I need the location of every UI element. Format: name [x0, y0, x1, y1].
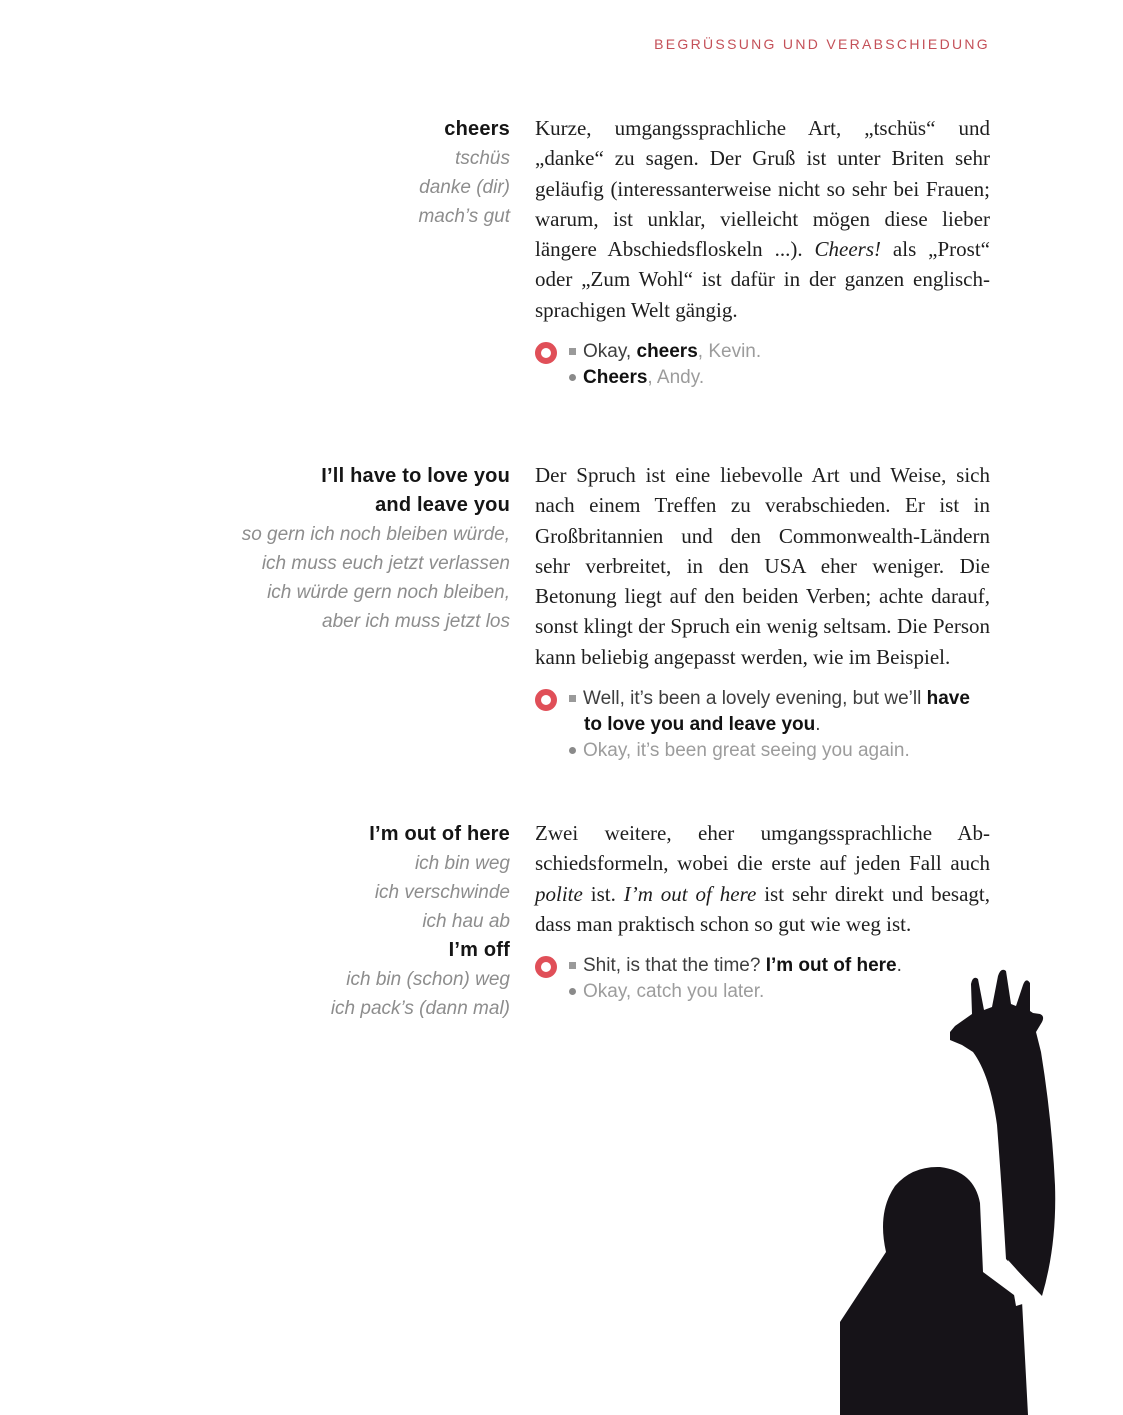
square-bullet-icon — [569, 962, 576, 969]
dialogue-line — [569, 339, 975, 365]
explanation-column — [535, 460, 990, 764]
german-translation: ich würde gern noch bleiben, — [267, 582, 510, 603]
dot-bullet-icon — [569, 374, 576, 381]
body-text: als „Prost“ oder „Zum Wohl“ ist dafür in der ganzen englischsprachigen Welt gängig. — [535, 237, 990, 322]
dialogue-segment: Okay, — [583, 341, 637, 363]
explanation-paragraph — [535, 113, 990, 325]
body-text: ist. — [582, 881, 624, 906]
dialogue-ring-icon — [535, 342, 557, 364]
body-text: Zwei weitere, eher umgangssprachliche Abschiedsformeln, wobei die erste auf jeden Fall auch — [535, 821, 990, 876]
dialogue-segment: Cheers — [583, 367, 648, 389]
dot-bullet-icon — [569, 988, 576, 995]
english-phrase: cheers — [444, 118, 510, 140]
silhouette-body — [840, 1167, 1028, 1415]
body-text: Der Spruch ist eine liebevolle Art und Weise, sich nach einem Treffen zu verabschieden. Er ist in Großbritannien und den Commonwealth-Ländern sehr verbreitet, in den USA eher weniger. Die Betonung liegt auf den beiden Verben; achte darauf, sonst klingt der Spruch ein wenig seltsam. Die Person kann beliebig angepasst werden, wie im Beispiel. — [535, 463, 990, 669]
phrase-column — [180, 113, 510, 391]
dialogue-segment: have to love you and leave you — [584, 688, 970, 736]
dialogue-segment: Okay, catch you later. — [583, 981, 765, 1003]
italic-term: Cheers! — [814, 237, 882, 262]
dialogue-segment: , Andy. — [647, 367, 705, 389]
dialogue-ring-icon — [535, 689, 557, 711]
german-translation: ich verschwinde — [374, 882, 510, 903]
explanation-column — [535, 113, 990, 391]
dialogue-line — [569, 738, 975, 764]
german-translation: ich hau ab — [422, 911, 510, 932]
dialogue-lines — [569, 339, 975, 391]
dialogue-line — [569, 686, 975, 738]
example-dialogue — [535, 686, 990, 764]
german-translation: danke (dir) — [419, 177, 510, 198]
square-bullet-icon — [569, 695, 576, 702]
square-bullet-icon — [569, 348, 576, 355]
dialogue-segment: . — [815, 714, 821, 736]
dialogue-line — [569, 365, 975, 391]
german-translation: ich bin (schon) weg — [346, 969, 510, 990]
body-text: Kurze, umgangssprachliche Art, „tschüs“ und „danke“ zu sagen. Der Gruß ist unter Briten sehr geläufig (interessanterweise nicht so sehr bei Frauen; warum, ist unklar, vielleicht mögen diese lieber längere Abschiedsfloskeln ...). — [535, 116, 990, 262]
english-phrase: I’m off — [448, 939, 510, 961]
english-phrase: I’ll have to love you — [321, 465, 510, 487]
german-translation: aber ich muss jetzt los — [322, 611, 510, 632]
running-head: BEGRÜSSUNG UND VERABSCHIEDUNG — [654, 36, 990, 52]
german-translation: so gern ich noch bleiben würde, — [241, 524, 510, 545]
german-translation: ich bin weg — [414, 853, 510, 874]
german-translation: ich muss euch jetzt verlassen — [261, 553, 510, 574]
dialogue-segment: . — [896, 955, 902, 977]
italic-term: I’m out of here — [623, 881, 757, 906]
dialogue-ring-icon — [535, 956, 557, 978]
entry-section — [180, 460, 990, 764]
phrase-column — [180, 818, 510, 1023]
explanation-paragraph — [535, 460, 990, 672]
body-text: ist sehr direkt und besagt, dass man praktisch schon so gut wie weg ist. — [535, 881, 991, 936]
dialogue-segment: Okay, it’s been great seeing you again. — [583, 740, 910, 762]
example-dialogue — [535, 339, 990, 391]
explanation-paragraph — [535, 818, 990, 939]
waving-person-silhouette — [837, 967, 1063, 1415]
dialogue-segment: Well, it’s been a lovely evening, but we’ll — [583, 688, 927, 710]
german-translation: tschüs — [455, 148, 510, 169]
dialogue-segment: Shit, is that the time? — [583, 955, 766, 977]
german-translation: ich pack’s (dann mal) — [330, 998, 510, 1019]
dot-bullet-icon — [569, 747, 576, 754]
phrase-column — [180, 460, 510, 764]
italic-term: polite — [535, 881, 583, 906]
english-phrase: I’m out of here — [369, 823, 510, 845]
dialogue-lines — [569, 686, 975, 764]
german-translation: mach’s gut — [418, 206, 510, 227]
entry-section — [180, 113, 990, 391]
dialogue-segment: I’m out of here — [765, 955, 897, 977]
dialogue-segment: , Kevin. — [697, 341, 762, 363]
dialogue-segment: cheers — [636, 341, 698, 363]
english-phrase: and leave you — [375, 494, 510, 516]
